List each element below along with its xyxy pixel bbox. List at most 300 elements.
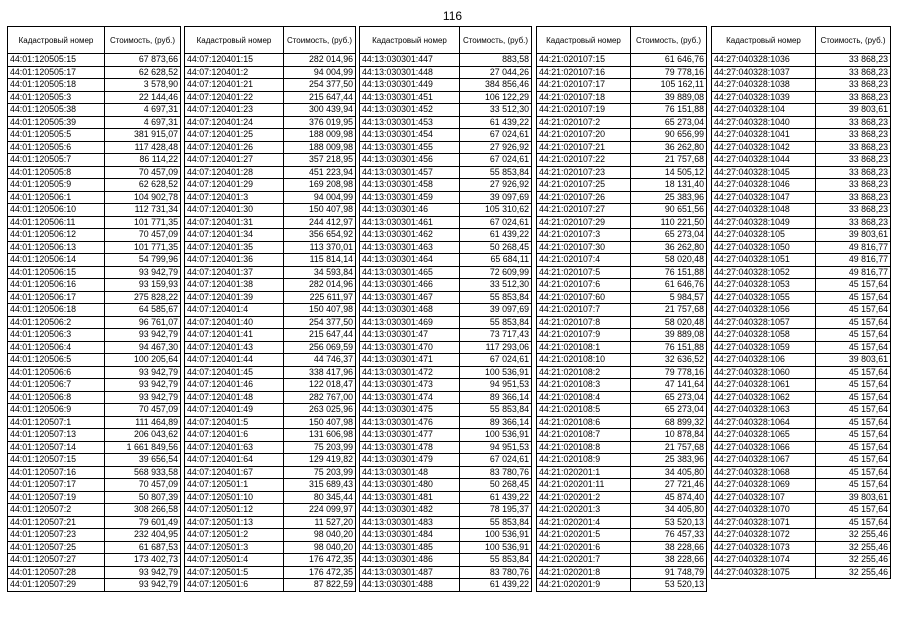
cadastral-number-cell: 44:07:120401:35	[185, 241, 284, 254]
table-row	[185, 279, 356, 292]
table-row	[712, 304, 891, 317]
cadastral-number-cell: 44:21:020107:5	[537, 266, 631, 279]
table-row	[360, 266, 532, 279]
cost-cell: 33 868,23	[816, 129, 891, 142]
cost-cell: 55 853,84	[460, 316, 532, 329]
cadastral-number-cell: 44:01:120507:17	[8, 479, 105, 492]
table-row	[8, 241, 181, 254]
cost-cell: 169 208,98	[284, 179, 356, 192]
cadastral-number-cell: 44:21:020201:11	[537, 479, 631, 492]
cadastral-table-3	[359, 26, 532, 592]
cost-cell: 5 984,57	[631, 291, 707, 304]
cost-cell: 98 040,20	[284, 529, 356, 542]
table-row	[185, 329, 356, 342]
cadastral-number-cell: 44:21:020107:16	[537, 66, 631, 79]
cost-cell: 49 816,77	[816, 241, 891, 254]
table-row	[8, 516, 181, 529]
cadastral-number-cell: 44:13:030301:455	[360, 141, 460, 154]
cadastral-number-cell: 44:27:040328:1048	[712, 204, 816, 217]
cost-cell: 356 654,92	[284, 229, 356, 242]
cadastral-number-cell: 44:21:020107:3	[537, 229, 631, 242]
table-row	[712, 204, 891, 217]
table-row	[360, 429, 532, 442]
table-row	[8, 204, 181, 217]
cost-cell: 39 097,69	[460, 191, 532, 204]
cost-cell: 45 157,64	[816, 316, 891, 329]
table-row	[8, 316, 181, 329]
cadastral-number-cell: 44:13:030301:466	[360, 279, 460, 292]
table-row	[8, 529, 181, 542]
cadastral-number-cell: 44:21:020108:8	[537, 441, 631, 454]
cost-cell: 45 157,64	[816, 366, 891, 379]
cadastral-number-cell: 44:13:030301:485	[360, 541, 460, 554]
cadastral-number-cell: 44:07:120401:41	[185, 329, 284, 342]
table-row	[185, 91, 356, 104]
cost-cell: 70 457,09	[105, 479, 181, 492]
cadastral-number-cell: 44:21:020107:20	[537, 129, 631, 142]
table-row	[8, 329, 181, 342]
table-row	[712, 516, 891, 529]
cost-cell: 94 951,53	[460, 379, 532, 392]
table-row	[712, 354, 891, 367]
table-row	[712, 429, 891, 442]
table-row	[537, 129, 707, 142]
table-row	[185, 304, 356, 317]
cadastral-number-cell: 44:27:040328:1037	[712, 66, 816, 79]
cadastral-number-cell: 44:21:020107:21	[537, 141, 631, 154]
cadastral-number-cell: 44:07:120401:45	[185, 366, 284, 379]
cost-cell: 39 803,61	[816, 104, 891, 117]
cost-cell: 45 157,64	[816, 504, 891, 517]
cadastral-number-cell: 44:07:120501:12	[185, 504, 284, 517]
table-row	[537, 79, 707, 92]
cadastral-number-cell: 44:01:120507:23	[8, 529, 105, 542]
cost-cell: 111 464,89	[105, 416, 181, 429]
cadastral-number-cell: 44:01:120506:4	[8, 341, 105, 354]
cost-cell: 33 868,23	[816, 179, 891, 192]
cadastral-number-cell: 44:07:120401:64	[185, 454, 284, 467]
cadastral-number-cell: 44:13:030301:473	[360, 379, 460, 392]
cadastral-number-cell: 44:07:120401:4	[185, 304, 284, 317]
cadastral-number-cell: 44:01:120505:8	[8, 166, 105, 179]
cost-cell: 33 868,23	[816, 91, 891, 104]
cost-cell: 4 697,31	[105, 104, 181, 117]
cadastral-number-cell: 44:07:120401:22	[185, 91, 284, 104]
cost-cell: 451 223,94	[284, 166, 356, 179]
table-row	[712, 141, 891, 154]
table-row	[8, 216, 181, 229]
cost-cell: 32 255,46	[816, 566, 891, 579]
cost-cell: 263 025,96	[284, 404, 356, 417]
table-row	[712, 466, 891, 479]
cost-cell: 4 697,31	[105, 116, 181, 129]
cadastral-number-cell: 44:13:030301:48	[360, 466, 460, 479]
cadastral-number-cell: 44:21:020107:17	[537, 79, 631, 92]
table-row	[185, 579, 356, 592]
cadastral-number-cell: 44:27:040328:1059	[712, 341, 816, 354]
cadastral-number-cell: 44:27:040328:1047	[712, 191, 816, 204]
cadastral-number-cell: 44:07:120501:5	[185, 566, 284, 579]
table-row	[185, 166, 356, 179]
table-row	[360, 191, 532, 204]
table-row	[712, 79, 891, 92]
table-row	[360, 316, 532, 329]
cost-cell: 76 151,88	[631, 341, 707, 354]
table-row	[8, 266, 181, 279]
cost-cell: 67 873,66	[105, 54, 181, 67]
cadastral-number-cell: 44:13:030301:483	[360, 516, 460, 529]
cadastral-number-cell: 44:07:120401:6	[185, 429, 284, 442]
cost-cell: 232 404,95	[105, 529, 181, 542]
table-row	[537, 229, 707, 242]
cadastral-number-cell: 44:07:120501:1	[185, 479, 284, 492]
cost-cell: 27 926,92	[460, 179, 532, 192]
cost-cell: 33 868,23	[816, 79, 891, 92]
cadastral-number-cell: 44:21:020107:9	[537, 329, 631, 342]
cadastral-number-cell: 44:21:020201:4	[537, 516, 631, 529]
table-row	[185, 141, 356, 154]
table-row	[8, 454, 181, 467]
cost-cell: 112 731,34	[105, 204, 181, 217]
cadastral-number-cell: 44:07:120401:31	[185, 216, 284, 229]
table-row	[537, 379, 707, 392]
cost-cell: 568 933,58	[105, 466, 181, 479]
cadastral-number-cell: 44:07:120401:28	[185, 166, 284, 179]
cost-cell: 65 273,04	[631, 404, 707, 417]
cadastral-number-cell: 44:27:040328:1070	[712, 504, 816, 517]
cost-cell: 100 536,91	[460, 429, 532, 442]
cost-cell: 113 370,01	[284, 241, 356, 254]
table-row	[360, 341, 532, 354]
cadastral-number-cell: 44:21:020107:8	[537, 316, 631, 329]
table-row	[712, 104, 891, 117]
cost-cell: 55 853,84	[460, 516, 532, 529]
cadastral-number-cell: 44:27:040328:106	[712, 354, 816, 367]
cadastral-number-cell: 44:27:040328:1072	[712, 529, 816, 542]
cost-cell: 94 004,99	[284, 191, 356, 204]
cost-cell: 32 636,52	[631, 354, 707, 367]
cost-cell: 32 255,46	[816, 541, 891, 554]
cadastral-number-cell: 44:27:040328:105	[712, 229, 816, 242]
table-row	[712, 179, 891, 192]
cost-cell: 67 024,61	[460, 354, 532, 367]
cost-cell: 106 122,29	[460, 91, 532, 104]
cost-cell: 50 807,39	[105, 491, 181, 504]
cadastral-number-cell: 44:07:120401:3	[185, 191, 284, 204]
cadastral-number-cell: 44:01:120506:15	[8, 266, 105, 279]
cost-cell: 27 044,26	[460, 66, 532, 79]
table-row	[360, 454, 532, 467]
cost-cell: 384 856,46	[460, 79, 532, 92]
table-row	[185, 529, 356, 542]
cadastral-number-cell: 44:07:120501:2	[185, 529, 284, 542]
cadastral-number-cell: 44:21:020108:3	[537, 379, 631, 392]
cadastral-number-cell: 44:27:040328:1060	[712, 366, 816, 379]
cadastral-number-cell: 44:13:030301:480	[360, 479, 460, 492]
cadastral-number-cell: 44:01:120507:21	[8, 516, 105, 529]
cost-cell: 100 536,91	[460, 541, 532, 554]
cost-cell: 90 656,99	[631, 129, 707, 142]
table-row	[537, 441, 707, 454]
cadastral-number-cell: 44:07:120401:39	[185, 291, 284, 304]
cadastral-number-cell: 44:13:030301:477	[360, 429, 460, 442]
cost-cell: 70 457,09	[105, 166, 181, 179]
cadastral-number-cell: 44:01:120506:3	[8, 329, 105, 342]
table-row	[712, 116, 891, 129]
table-row	[712, 541, 891, 554]
cost-cell: 78 195,37	[460, 504, 532, 517]
cadastral-number-cell: 44:01:120506:14	[8, 254, 105, 267]
cadastral-number-cell: 44:01:120506:2	[8, 316, 105, 329]
table-row	[360, 566, 532, 579]
cost-cell: 275 828,22	[105, 291, 181, 304]
cost-cell: 45 157,64	[816, 304, 891, 317]
cadastral-number-cell: 44:21:020201:9	[537, 579, 631, 592]
table-row	[185, 241, 356, 254]
cadastral-number-cell: 44:07:120401:34	[185, 229, 284, 242]
cadastral-number-cell: 44:21:020201:3	[537, 504, 631, 517]
cadastral-number-cell: 44:21:020108:4	[537, 391, 631, 404]
table-row	[185, 316, 356, 329]
cost-cell: 110 221,50	[631, 216, 707, 229]
table-row	[8, 491, 181, 504]
table-row	[185, 154, 356, 167]
cost-cell: 21 757,68	[631, 441, 707, 454]
table-row	[712, 441, 891, 454]
cadastral-number-cell: 44:27:040328:1055	[712, 291, 816, 304]
cadastral-number-cell: 44:07:120401:25	[185, 129, 284, 142]
table-row	[8, 441, 181, 454]
cost-cell: 115 814,14	[284, 254, 356, 267]
table-row	[8, 291, 181, 304]
table-row	[360, 379, 532, 392]
cost-cell: 61 439,22	[460, 491, 532, 504]
table-row	[360, 554, 532, 567]
cadastral-number-cell: 44:07:120401:15	[185, 54, 284, 67]
table-row	[537, 466, 707, 479]
cadastral-number-cell: 44:07:120401:40	[185, 316, 284, 329]
table-row	[360, 179, 532, 192]
cost-cell: 65 684,11	[460, 254, 532, 267]
cost-cell: 14 505,12	[631, 166, 707, 179]
cost-cell: 300 439,94	[284, 104, 356, 117]
table-row	[8, 429, 181, 442]
cadastral-number-cell: 44:07:120501:10	[185, 491, 284, 504]
table-row	[537, 66, 707, 79]
cadastral-number-cell: 44:01:120505:17	[8, 66, 105, 79]
cost-cell: 50 268,45	[460, 241, 532, 254]
table-row	[537, 541, 707, 554]
cadastral-number-cell: 44:21:020107:15	[537, 54, 631, 67]
table-row	[185, 129, 356, 142]
cadastral-number-cell: 44:27:040328:1039	[712, 91, 816, 104]
cost-cell: 50 268,45	[460, 479, 532, 492]
table-row	[712, 291, 891, 304]
cadastral-number-cell: 44:21:020201:1	[537, 466, 631, 479]
cadastral-number-cell: 44:13:030301:451	[360, 91, 460, 104]
table-row	[360, 329, 532, 342]
cadastral-number-cell: 44:01:120507:19	[8, 491, 105, 504]
table-row	[712, 329, 891, 342]
cost-cell: 58 020,48	[631, 254, 707, 267]
cadastral-number-cell: 44:01:120506:7	[8, 379, 105, 392]
cost-cell: 176 472,35	[284, 554, 356, 567]
cadastral-number-cell: 44:01:120505:15	[8, 54, 105, 67]
cost-cell: 36 262,80	[631, 141, 707, 154]
cadastral-number-cell: 44:21:020201:2	[537, 491, 631, 504]
cost-cell: 33 868,23	[816, 116, 891, 129]
cadastral-number-cell: 44:27:040328:1073	[712, 541, 816, 554]
table-row	[8, 541, 181, 554]
cost-cell: 33 868,23	[816, 191, 891, 204]
cadastral-number-cell: 44:07:120401:38	[185, 279, 284, 292]
cadastral-number-cell: 44:27:040328:1069	[712, 479, 816, 492]
cost-cell: 105 310,62	[460, 204, 532, 217]
table-row	[8, 79, 181, 92]
cost-cell: 18 131,40	[631, 179, 707, 192]
table-row	[360, 491, 532, 504]
cadastral-number-cell: 44:01:120506:11	[8, 216, 105, 229]
cadastral-number-cell: 44:01:120506:17	[8, 291, 105, 304]
table-row	[8, 229, 181, 242]
cost-cell: 53 520,13	[631, 579, 707, 592]
table-row	[360, 166, 532, 179]
cadastral-number-cell: 44:21:020107:26	[537, 191, 631, 204]
cost-cell: 94 951,53	[460, 441, 532, 454]
table-row	[537, 179, 707, 192]
cost-cell: 27 926,92	[460, 141, 532, 154]
cost-cell: 215 647,44	[284, 91, 356, 104]
cadastral-number-cell: 44:21:020108:9	[537, 454, 631, 467]
table-row	[712, 191, 891, 204]
cadastral-table-5	[711, 26, 891, 579]
header-cost: Стоимость, (руб.)	[105, 27, 181, 54]
cadastral-number-cell: 44:07:120401:5	[185, 416, 284, 429]
cadastral-number-cell: 44:01:120507:27	[8, 554, 105, 567]
cadastral-number-cell: 44:13:030301:458	[360, 179, 460, 192]
table-row	[537, 354, 707, 367]
cost-cell: 101 771,35	[105, 216, 181, 229]
cost-cell: 65 273,04	[631, 229, 707, 242]
cadastral-number-cell: 44:27:040328:1053	[712, 279, 816, 292]
cost-cell: 79 778,16	[631, 366, 707, 379]
table-row	[360, 404, 532, 417]
cadastral-number-cell: 44:27:040328:1057	[712, 316, 816, 329]
cadastral-number-cell: 44:01:120507:2	[8, 504, 105, 517]
cadastral-number-cell: 44:21:020201:5	[537, 529, 631, 542]
table-row	[712, 404, 891, 417]
cadastral-number-cell: 44:27:040328:1066	[712, 441, 816, 454]
cadastral-number-cell: 44:13:030301:47	[360, 329, 460, 342]
cost-cell: 45 157,64	[816, 404, 891, 417]
table-header-row	[185, 27, 356, 54]
cadastral-number-cell: 44:27:040328:1042	[712, 141, 816, 154]
table-row	[185, 504, 356, 517]
table-row	[185, 554, 356, 567]
table-row	[537, 279, 707, 292]
table-row	[712, 454, 891, 467]
table-row	[8, 104, 181, 117]
cost-cell: 100 205,64	[105, 354, 181, 367]
table-row	[712, 216, 891, 229]
table-row	[537, 241, 707, 254]
cadastral-number-cell: 44:27:040328:1058	[712, 329, 816, 342]
cadastral-number-cell: 44:13:030301:476	[360, 416, 460, 429]
cost-cell: 44 746,37	[284, 354, 356, 367]
cost-cell: 376 019,95	[284, 116, 356, 129]
cost-cell: 3 578,90	[105, 79, 181, 92]
cadastral-number-cell: 44:21:020107:27	[537, 204, 631, 217]
table-row	[185, 179, 356, 192]
cost-cell: 45 157,64	[816, 379, 891, 392]
cadastral-number-cell: 44:01:120505:3	[8, 91, 105, 104]
cost-cell: 93 942,79	[105, 266, 181, 279]
header-cadastral-number: Кадастровый номер	[712, 27, 816, 54]
table-row	[537, 191, 707, 204]
cadastral-number-cell: 44:27:040328:1052	[712, 266, 816, 279]
cadastral-number-cell: 44:01:120506:10	[8, 204, 105, 217]
table-row	[537, 116, 707, 129]
cost-cell: 65 273,04	[631, 391, 707, 404]
table-row	[8, 191, 181, 204]
cost-cell: 100 536,91	[460, 529, 532, 542]
table-row	[537, 529, 707, 542]
cadastral-number-cell: 44:27:040328:1062	[712, 391, 816, 404]
cadastral-number-cell: 44:01:120505:18	[8, 79, 105, 92]
cost-cell: 96 761,07	[105, 316, 181, 329]
cost-cell: 45 157,64	[816, 329, 891, 342]
table-row	[8, 279, 181, 292]
table-row	[360, 241, 532, 254]
cadastral-number-cell: 44:07:120401:30	[185, 204, 284, 217]
table-row	[712, 391, 891, 404]
table-row	[8, 504, 181, 517]
cost-cell: 76 457,33	[631, 529, 707, 542]
table-row	[712, 491, 891, 504]
cadastral-table-2	[184, 26, 356, 592]
cost-cell: 70 457,09	[105, 229, 181, 242]
cost-cell: 93 942,79	[105, 329, 181, 342]
cadastral-number-cell: 44:13:030301:474	[360, 391, 460, 404]
cadastral-number-cell: 44:27:040328:1074	[712, 554, 816, 567]
cost-cell: 101 771,35	[105, 241, 181, 254]
table-row	[537, 416, 707, 429]
table-row	[537, 166, 707, 179]
cadastral-number-cell: 44:13:030301:449	[360, 79, 460, 92]
cadastral-number-cell: 44:27:040328:1049	[712, 216, 816, 229]
table-row	[185, 354, 356, 367]
table-row	[537, 566, 707, 579]
cadastral-number-cell: 44:27:040328:1045	[712, 166, 816, 179]
cost-cell: 11 527,20	[284, 516, 356, 529]
cadastral-number-cell: 44:27:040328:107	[712, 491, 816, 504]
table-row	[360, 154, 532, 167]
table-row	[360, 54, 532, 67]
cost-cell: 282 014,96	[284, 54, 356, 67]
table-row	[185, 191, 356, 204]
cost-cell: 883,58	[460, 54, 532, 67]
cost-cell: 22 144,46	[105, 91, 181, 104]
table-row	[360, 66, 532, 79]
cost-cell: 62 628,52	[105, 179, 181, 192]
cost-cell: 93 942,79	[105, 579, 181, 592]
table-row	[185, 54, 356, 67]
cost-cell: 150 407,98	[284, 416, 356, 429]
cost-cell: 206 043,62	[105, 429, 181, 442]
cadastral-number-cell: 44:27:040328:1041	[712, 129, 816, 142]
table-row	[712, 91, 891, 104]
cadastral-number-cell: 44:01:120506:16	[8, 279, 105, 292]
